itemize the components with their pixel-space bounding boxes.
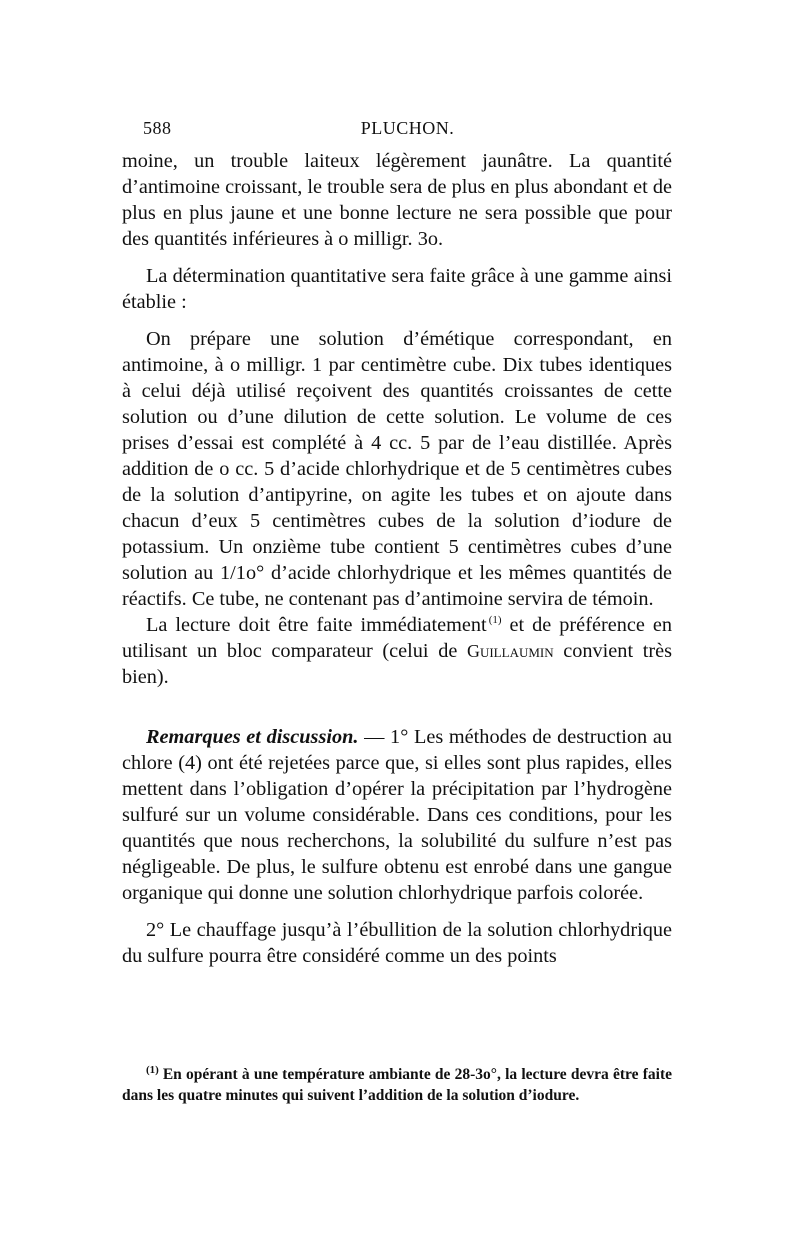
page-number: 588 [143,118,172,138]
running-title: PLUCHON. [360,118,455,138]
paragraph-6: 2° Le chauffage jusqu’à l’ébullition de la solution chlorhydrique du sulfure pourra être considéré comme un des points [122,919,672,967]
paragraph-3: On prépare une solution d’émétique correspondant, en antimoine, à o milligr. 1 par centimètre cube. Dix tubes identiques à celui déjà utilisé reçoivent des quantités croissantes de cette solution ou d’une dilution de cette solution. Le volume de ces prises d’essai est complété à 4 cc. 5 par de l’eau distillée. Après addition de o cc. 5 d’acide chlorhydrique et de 5 centimètres cubes de la solution d’antipyrine, on agite les tubes et on ajoute dans chacun d’eux 5 centimètres cubes de la solution d’iodure de potassium. Un onzième tube contient 5 centimètres cubes d’une solution au 1/1o° d’acide chlorhydrique et les mêmes quantités de réactifs. Ce tube, ne contenant pas d’antimoine servira de témoin. [122,328,672,610]
paragraph-1: moine, un trouble laiteux légèrement jaunâtre. La quantité d’antimoine croissant, le trouble sera de plus en plus abondant et de plus en plus jaune et une bonne lecture ne sera possible que pour des quantités inférieures à o milligr. 3o. [122,150,672,250]
footnote-mark: (1) [146,1063,159,1076]
paragraph-4-part-1: La lecture doit être faite immédiatement [146,614,487,636]
paragraph-5-text: — 1° Les méthodes de destruction au chlore (4) ont été rejetées parce que, si elles sont plus rapides, elles mettent dans l’obligation d’opérer la précipitation par l’hydrogène sulfuré sur un volume considérable. Dans ces conditions, pour les quantités que nous recherchons, la solubilité du sulfure n’est pas négligeable. De plus, le sulfure obtenu est enrobé dans une gangue organique qui donne une solution chlorhydrique parfois colorée. [122,726,672,904]
author-name: Guillaumin [466,641,554,661]
paragraph-2: La détermination quantitative sera faite grâce à une gamme ainsi établie : [122,265,672,313]
paragraph-4-part-3: convient très bien). [122,640,672,688]
paragraph-4-part-2: et de préférence en utilisant un bloc comparateur (celui de [122,614,672,662]
remarks-heading: Remarques et discussion. [146,726,359,748]
footnote-reference: (1) [488,614,502,627]
paragraph-5 [122,724,672,906]
footnote-text: En opérant à une température ambiante de 28-3o°, la lecture devra être faite dans les quatre minutes qui suivent l’addition de la solution d’iodure. [122,1066,672,1104]
footnote [122,1064,672,1106]
paragraph-4 [122,612,672,690]
body-text [122,148,672,969]
